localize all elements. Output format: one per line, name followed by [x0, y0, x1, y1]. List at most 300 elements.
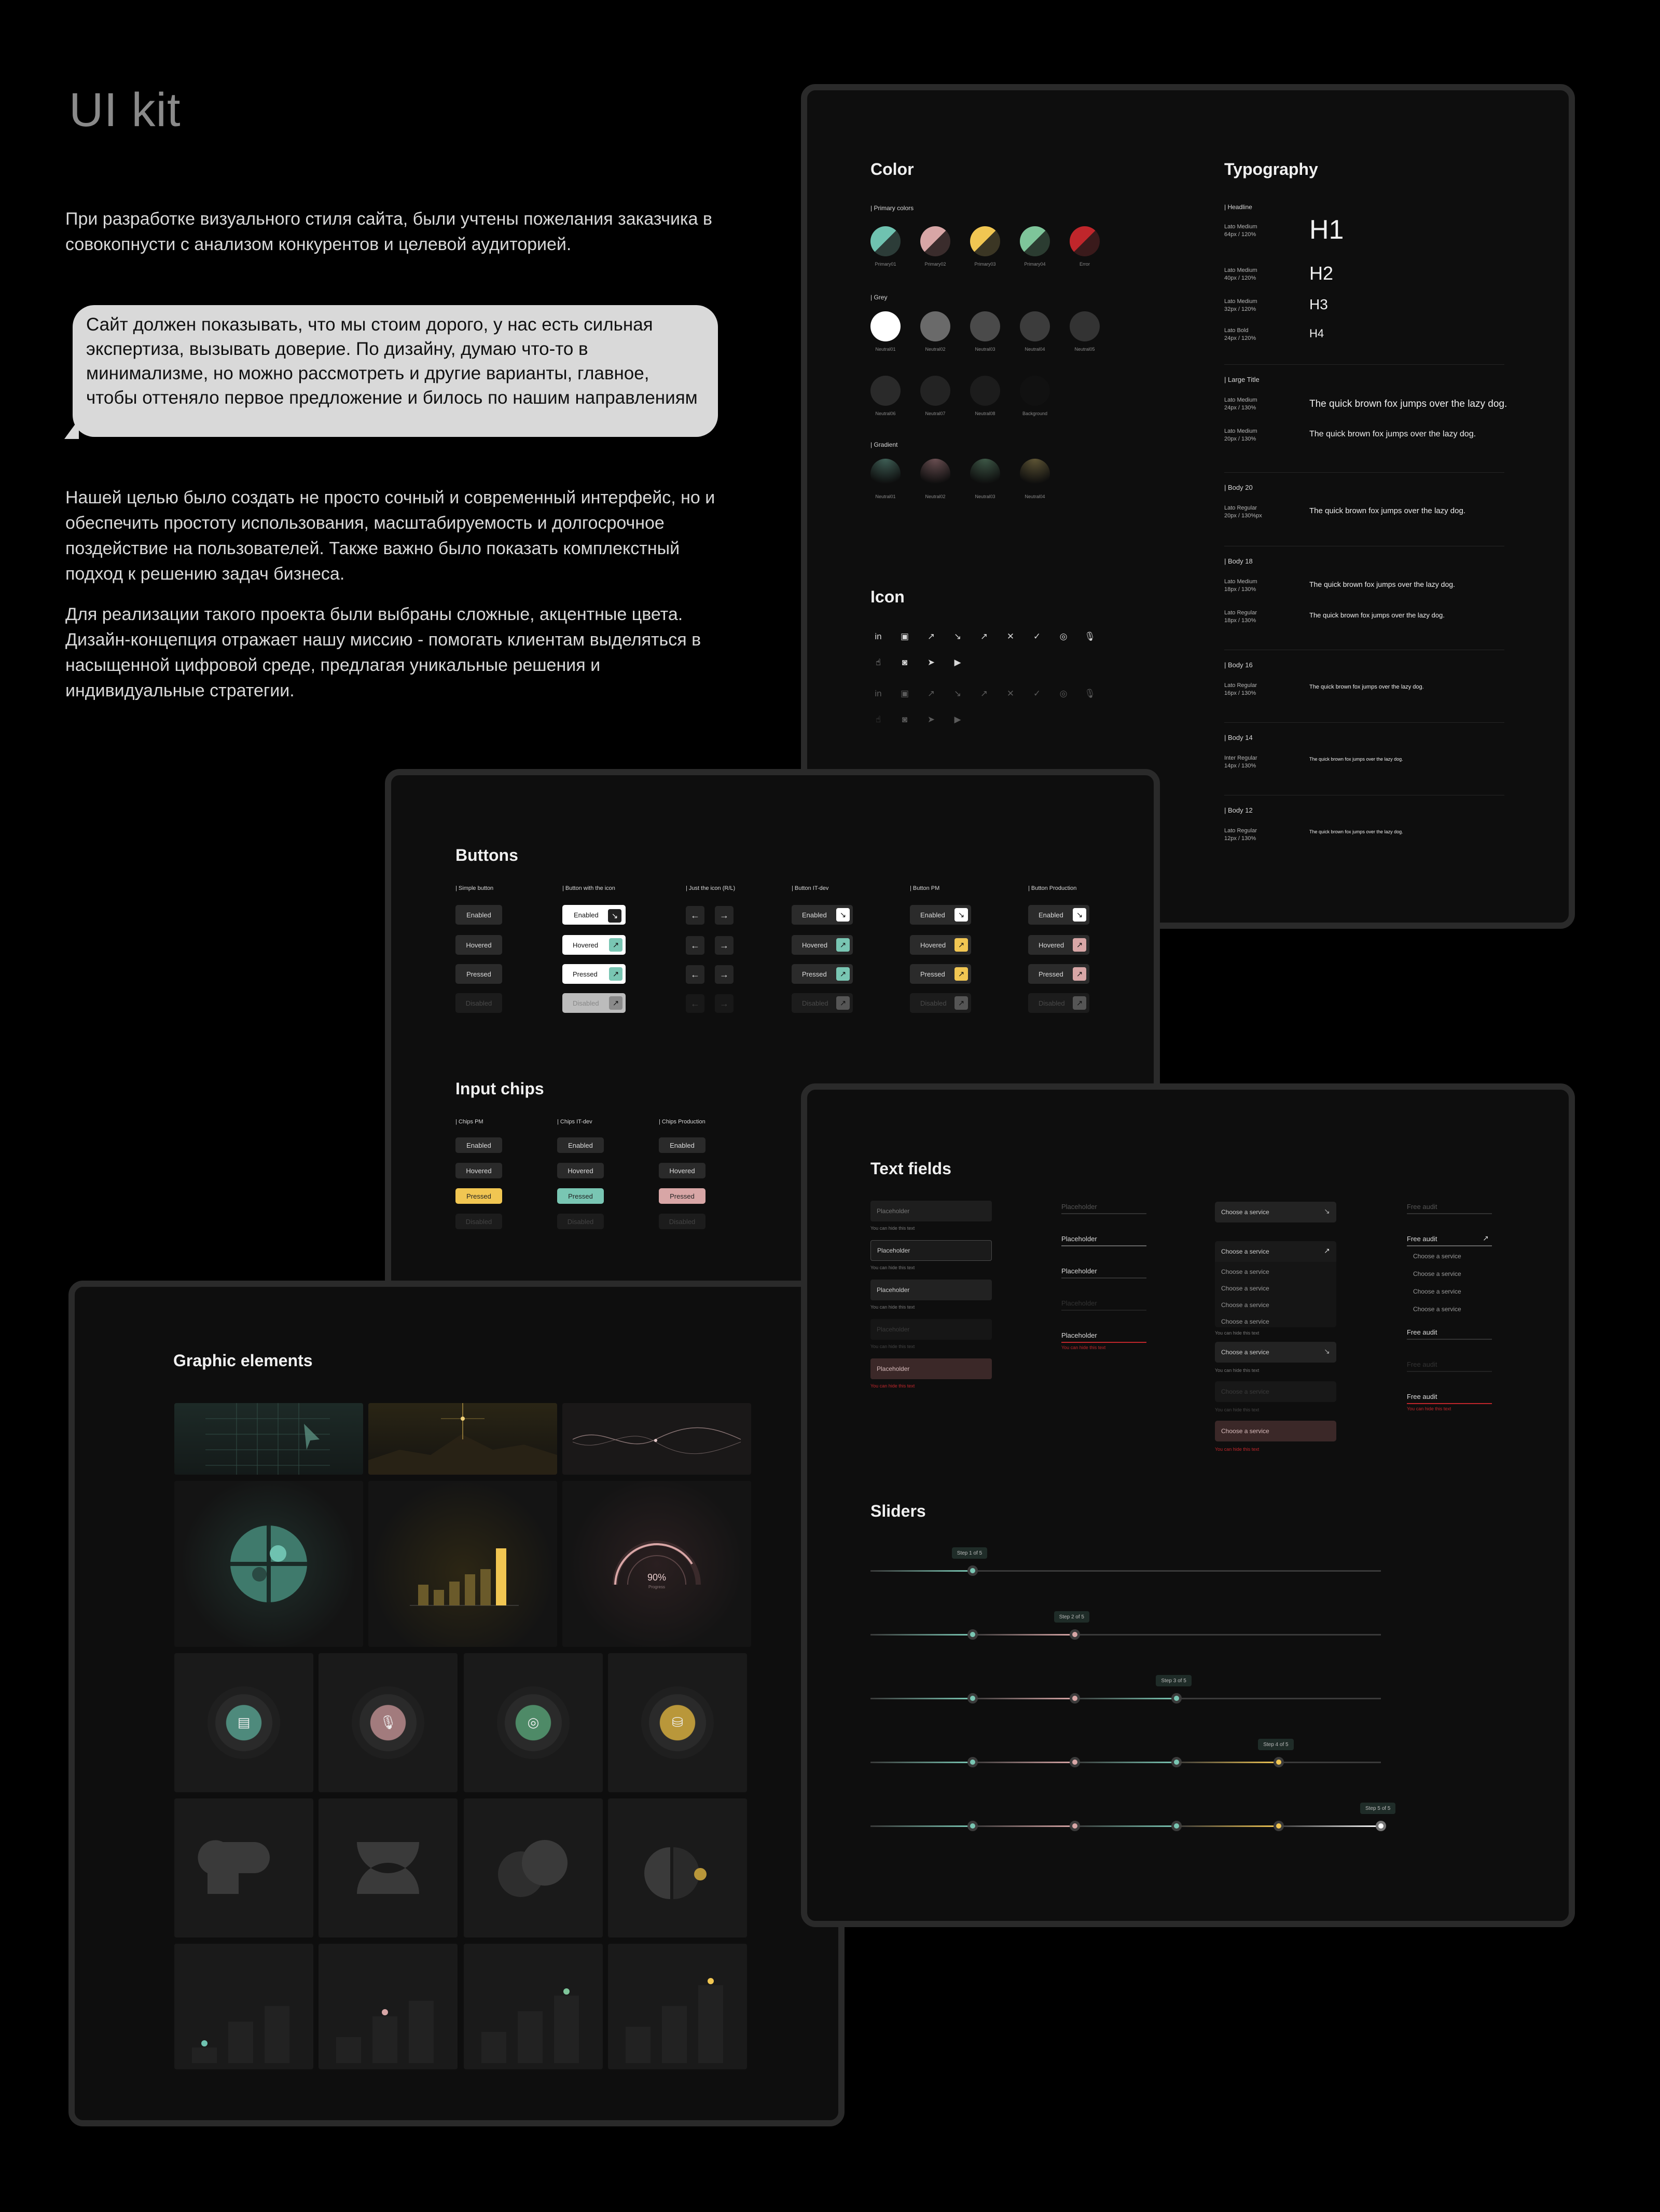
chip-pressed[interactable]: Pressed: [659, 1188, 706, 1204]
arrow-down-right-icon: ↘: [953, 689, 962, 698]
gradient-swatch-label: Neutral01: [875, 494, 896, 499]
slider-fill: [1075, 1825, 1177, 1827]
decorative-bar: [496, 1548, 506, 1605]
chip-column-label: | Chips Production: [659, 1119, 706, 1125]
graphic-elements-title: Graphic elements: [173, 1351, 313, 1370]
gradient-swatch-label: Neutral03: [975, 494, 995, 499]
spark-graphic: [368, 1403, 557, 1475]
text-field-focused[interactable]: Placeholder: [870, 1240, 992, 1261]
column-tile: [608, 1944, 747, 2069]
chip-disabled[interactable]: Disabled: [659, 1214, 706, 1229]
column-dot: [201, 2040, 208, 2046]
column-bar: [518, 2011, 543, 2063]
prod-button-enabled[interactable]: Enabled ↘: [1028, 905, 1089, 925]
slider-knob[interactable]: [1376, 1821, 1386, 1831]
mic-icon: 🎙: [1084, 689, 1096, 698]
typography-meta: 12px / 130%: [1224, 835, 1256, 842]
it-button-disabled[interactable]: Disabled ↗: [792, 993, 853, 1013]
typography-title: Typography: [1224, 160, 1318, 178]
gradient-label: | Gradient: [870, 441, 898, 448]
color-swatch-label: Primary03: [974, 262, 996, 267]
icon-title: Icon: [870, 587, 905, 606]
shape-tile: [464, 1798, 603, 1938]
slider-fill: [973, 1698, 1075, 1699]
chip-hovered[interactable]: Hovered: [557, 1163, 604, 1178]
arrow-down-right-icon: ↘: [836, 908, 850, 922]
slider-fill: [973, 1634, 1075, 1636]
gauge-percent: 90%: [647, 1572, 667, 1583]
intro-paragraph: При разработке визуального стиля сайта, были учтены пожелания заказчика в совокопнусти с анализом конкурентов и целевой аудиторией.: [65, 209, 712, 254]
linkedin-icon: in: [875, 689, 882, 698]
arrow-up-right-icon: ↗: [955, 996, 968, 1010]
spark-graphic-tile: [368, 1403, 557, 1475]
dropdown-enabled[interactable]: Choose a service: [1215, 1202, 1336, 1222]
text-field-disabled[interactable]: Placeholder: [870, 1319, 992, 1340]
typography-group-label: | Large Title: [1224, 376, 1260, 383]
abstract-shape: [608, 1798, 747, 1938]
mic-icon: 🎙: [379, 1714, 397, 1730]
dropdown-option[interactable]: Choose a service: [1221, 1268, 1269, 1275]
slider-knob[interactable]: [967, 1565, 978, 1576]
grey-swatch-label: Neutral06: [875, 411, 896, 416]
bar-chart-graphic: [368, 1481, 557, 1647]
arrow-up-right-icon: ↗: [836, 996, 850, 1010]
decorative-bar: [480, 1569, 491, 1605]
arrow-down-right-icon: ↘: [953, 631, 962, 641]
slider-fill: [1279, 1825, 1381, 1827]
chip-pressed[interactable]: Pressed: [557, 1188, 604, 1204]
button-column-label: | Button PM: [910, 885, 940, 891]
column-graphic: [464, 1944, 603, 2069]
arrow-up-right-icon: ↗: [955, 938, 968, 952]
typography-meta: Lato Regular: [1224, 505, 1257, 511]
hand-icon: ☝: [875, 715, 881, 724]
underline: [1407, 1245, 1492, 1246]
typography-sample: The quick brown fox jumps over the lazy dog.: [1309, 580, 1455, 588]
headline-meta: 64px / 120%: [1224, 231, 1256, 238]
typography-meta: 24px / 130%: [1224, 405, 1256, 411]
arrow-down-right-icon: ↘: [1324, 1207, 1330, 1215]
underline: [1061, 1277, 1146, 1279]
help-text: You can hide this text: [1215, 1407, 1260, 1412]
prod-button-disabled[interactable]: Disabled ↗: [1028, 993, 1089, 1013]
slider-fill: [973, 1762, 1075, 1763]
client-quote-bubble: Сайт должен показывать, что мы стоим дорого, у нас есть сильная экспертиза, вызывать доверие. По дизайну, думаю что-то в минимализме, но можно рассмотреть и другие варианты, главное, чтобы оттеняло первое предложение и билось по нашим направлениям: [73, 305, 718, 437]
arrow-left-icon[interactable]: ←: [686, 994, 704, 1013]
text-field-filled[interactable]: Placeholder: [870, 1280, 992, 1300]
underline-field-error[interactable]: Placeholder: [1061, 1331, 1097, 1339]
typography-separator: [1224, 364, 1504, 365]
icon-button-pressed[interactable]: Pressed ↗: [562, 964, 626, 984]
gradient-swatch: [970, 459, 1000, 489]
underline: [1407, 1403, 1492, 1404]
arrow-left-icon[interactable]: ←: [686, 906, 704, 925]
typography-meta: Lato Regular: [1224, 828, 1257, 834]
typography-sample: The quick brown fox jumps over the lazy dog.: [1309, 430, 1476, 438]
arrow-right-icon[interactable]: →: [715, 965, 734, 984]
arrow-left-icon[interactable]: ←: [686, 965, 704, 984]
typography-meta: Lato Regular: [1224, 682, 1257, 689]
arrow-up-right-icon: ↗: [980, 689, 988, 698]
icon-button-disabled[interactable]: Disabled ↗: [562, 993, 626, 1013]
gradient-swatch: [1020, 459, 1050, 489]
arrow-down-right-icon: ↘: [608, 909, 621, 923]
headline-sample: H2: [1309, 263, 1334, 284]
color-swatch-label: Primary02: [924, 262, 946, 267]
grey-swatch-label: Neutral07: [925, 411, 946, 416]
it-button-pressed[interactable]: Pressed ↗: [792, 964, 853, 984]
color-swatch: [870, 226, 901, 256]
headline-meta: Lato Medium: [1224, 224, 1257, 230]
chip-enabled[interactable]: Enabled: [659, 1137, 706, 1153]
arrow-up-right-icon: ↗: [836, 938, 850, 952]
error-text: You can hide this text: [1061, 1345, 1106, 1350]
shape-tile: [608, 1798, 747, 1938]
slider-fill: [1075, 1762, 1177, 1763]
telegram-icon: ➤: [927, 715, 935, 724]
typography-meta: Lato Medium: [1224, 397, 1257, 403]
goal-paragraph: Нашей целью было создать не просто сочный и современный интерфейс, но и обеспечить простоту использования, масштабируемость и долгосрочное поздействие на пользователей. Также важно было показать комплекстный подход к решению задач бизнеса.: [65, 488, 715, 584]
arrow-up-right-icon: ↗: [1073, 996, 1086, 1010]
grey-swatch-label: Neutral01: [875, 347, 896, 352]
audit-field-disabled[interactable]: Free audit: [1407, 1361, 1437, 1368]
shape-tile: [319, 1798, 458, 1938]
column-bar: [265, 2006, 289, 2063]
underline: [1407, 1371, 1492, 1372]
grey-swatch-label: Neutral04: [1025, 347, 1045, 352]
globe-icon: ◎: [527, 1714, 540, 1730]
chat-icon: ▣: [900, 689, 909, 698]
chips-title: Input chips: [455, 1079, 544, 1098]
column-graphic: [174, 1944, 313, 2069]
dropdown-option[interactable]: Choose a service: [1221, 1318, 1269, 1325]
slider-knob[interactable]: [1070, 1629, 1080, 1640]
headline-sample: H4: [1309, 327, 1324, 340]
typography-meta: Lato Medium: [1224, 579, 1257, 585]
chip-column-label: | Chips PM: [455, 1119, 483, 1125]
grey-swatch: [1070, 311, 1100, 341]
it-button-enabled[interactable]: Enabled ↘: [792, 905, 853, 925]
ring-tile: [608, 1653, 747, 1792]
color-swatch: [970, 226, 1000, 256]
typography-separator: [1224, 722, 1504, 723]
arrow-up-right-icon: ↗: [1324, 1246, 1330, 1255]
text-field-enabled[interactable]: Placeholder: [870, 1201, 992, 1221]
typography-meta: Lato Regular: [1224, 610, 1257, 616]
sliders-title: Sliders: [870, 1502, 926, 1520]
typography-group-label: | Body 14: [1224, 734, 1253, 741]
arrow-right-icon[interactable]: →: [715, 906, 734, 925]
arrow-down-right-icon: ↘: [1073, 908, 1086, 922]
underline: [1407, 1339, 1492, 1340]
typography-group-label: | Body 12: [1224, 806, 1253, 814]
column-tile: [319, 1944, 458, 2069]
headline-meta: Lato Bold: [1224, 327, 1249, 334]
column-graphic: [319, 1944, 458, 2069]
help-text: You can hide this text: [870, 1304, 915, 1310]
typography-sample: The quick brown fox jumps over the lazy dog.: [1309, 611, 1445, 619]
gauge-label: Progress: [648, 1585, 665, 1589]
column-tile: [174, 1944, 313, 2069]
help-text: You can hide this text: [1215, 1330, 1260, 1336]
underline-field-focused[interactable]: Placeholder: [1061, 1235, 1097, 1243]
icon-button-enabled[interactable]: Enabled ↘: [562, 905, 626, 925]
grey-swatch-label: Neutral02: [925, 347, 946, 352]
gradient-swatch-label: Neutral02: [925, 494, 946, 499]
decorative-bar: [434, 1590, 444, 1605]
grid-graphic-tile: [174, 1403, 363, 1475]
text-fields-title: Text fields: [870, 1159, 951, 1178]
ring-tile: [464, 1653, 603, 1792]
slider-step-badge: Step 4 of 5: [1258, 1739, 1293, 1750]
audit-option[interactable]: Choose a service: [1413, 1270, 1461, 1277]
pm-button-pressed[interactable]: Pressed ↗: [910, 964, 971, 984]
column-graphic: [608, 1944, 747, 2069]
dropdown-filled[interactable]: Choose a service: [1215, 1342, 1336, 1363]
audit-option[interactable]: Choose a service: [1413, 1288, 1461, 1295]
bar-chart-tile: [368, 1481, 557, 1647]
grey-swatch-label: Neutral05: [1074, 347, 1095, 352]
underline: [1061, 1245, 1146, 1246]
slider-fill: [870, 1634, 973, 1636]
wave-graphic-tile: [562, 1403, 751, 1475]
column-bar: [336, 2037, 361, 2063]
youtube-icon: ▶: [954, 657, 961, 667]
chip-column-label: | Chips IT-dev: [557, 1119, 592, 1125]
abstract-shape: [464, 1798, 603, 1938]
typography-meta: 14px / 130%: [1224, 763, 1256, 769]
arrow-up-right-icon: ↗: [609, 996, 622, 1010]
typography-meta: Lato Medium: [1224, 428, 1257, 434]
dropdown-option[interactable]: Choose a service: [1221, 1301, 1269, 1309]
page-title: UI kit: [69, 84, 181, 136]
typography-group-label: | Body 16: [1224, 661, 1253, 669]
column-dot: [382, 2009, 388, 2015]
text-field-error[interactable]: Placeholder: [870, 1358, 992, 1379]
chip-pressed[interactable]: Pressed: [455, 1188, 502, 1204]
typography-meta: 18px / 130%: [1224, 586, 1256, 593]
check-icon: ✓: [1033, 689, 1041, 698]
prod-button-pressed[interactable]: Pressed ↗: [1028, 964, 1089, 984]
chat-icon: ▣: [900, 631, 909, 641]
color-swatch-label: Primary01: [875, 262, 896, 267]
chip-enabled[interactable]: Enabled: [557, 1137, 604, 1153]
column-dot: [708, 1978, 714, 1984]
grey-swatch-label: Background: [1022, 411, 1048, 416]
puzzle-graphic: [174, 1481, 363, 1647]
underline-field-disabled[interactable]: Placeholder: [1061, 1299, 1097, 1307]
column-bar: [554, 1996, 579, 2063]
dropdown-option[interactable]: Choose a service: [1221, 1285, 1269, 1292]
gauge-tile: [562, 1481, 751, 1647]
help-text: You can hide this text: [1215, 1368, 1260, 1373]
underline: [1407, 1213, 1492, 1214]
gradient-swatch-label: Neutral04: [1025, 494, 1045, 499]
mic-icon: 🎙: [1084, 631, 1096, 641]
check-icon: ✓: [1033, 631, 1041, 641]
slider-step-badge: Step 1 of 5: [952, 1547, 987, 1559]
column-bar: [662, 2006, 687, 2063]
typography-meta: 16px / 130%: [1224, 690, 1256, 696]
slider-knob[interactable]: [1274, 1757, 1284, 1767]
typography-meta: 18px / 130%: [1224, 617, 1256, 624]
gradient-swatch: [870, 459, 901, 489]
stack-icon: ▤: [237, 1714, 251, 1730]
instagram-icon: ◙: [902, 715, 908, 724]
color-swatch-label: Primary04: [1024, 262, 1046, 267]
button-column-label: | Button with the icon: [562, 885, 615, 891]
headline-meta: Lato Medium: [1224, 298, 1257, 305]
grey-label: | Grey: [870, 294, 888, 301]
audit-field-filled[interactable]: Free audit: [1407, 1328, 1437, 1336]
decorative-bar: [449, 1582, 460, 1605]
underline-field-enabled[interactable]: Placeholder: [1061, 1203, 1097, 1211]
gauge-graphic: [562, 1481, 751, 1647]
abstract-shape: [319, 1798, 458, 1938]
concept-paragraph: Для реализации такого проекта были выбраны сложные, акцентные цвета. Дизайн-концепция отражает нашу миссию - помогать клиентам выделяться в насыщенной цифровой среде, предлагая уникальные решения и индивидуальные стратегии.: [65, 604, 701, 700]
chip-disabled[interactable]: Disabled: [455, 1214, 502, 1229]
dropdown-open[interactable]: Choose a service: [1215, 1241, 1336, 1262]
slider-fill: [1075, 1698, 1177, 1699]
typography-sample: The quick brown fox jumps over the lazy dog.: [1309, 829, 1403, 834]
slider-fill: [870, 1825, 973, 1827]
underline: [1061, 1213, 1146, 1214]
linkedin-icon: in: [875, 631, 882, 641]
audit-field-error[interactable]: Free audit: [1407, 1393, 1437, 1400]
arrow-up-right-icon: ↗: [1073, 967, 1086, 981]
simple-button-disabled[interactable]: Disabled: [455, 993, 502, 1013]
typography-sample: The quick brown fox jumps over the lazy dog.: [1309, 506, 1465, 515]
arrow-right-icon[interactable]: →: [715, 994, 734, 1013]
graphic-elements-panel: [68, 1281, 845, 2126]
audit-option[interactable]: Choose a service: [1413, 1306, 1461, 1313]
help-text: You can hide this text: [870, 1265, 915, 1270]
typography-meta: 20px / 130%: [1224, 436, 1256, 442]
buttons-title: Buttons: [455, 846, 518, 864]
error-text: You can hide this text: [1407, 1406, 1451, 1411]
color-title: Color: [870, 160, 914, 178]
decorative-bar: [465, 1574, 475, 1605]
dropdown-disabled[interactable]: Choose a service: [1215, 1381, 1336, 1402]
help-text: You can hide this text: [870, 1344, 915, 1349]
decorative-bar: [418, 1585, 428, 1605]
simple-button-hovered[interactable]: Hovered: [455, 935, 502, 955]
underline-field-filled[interactable]: Placeholder: [1061, 1267, 1097, 1275]
arrow-down-right-icon: ↘: [1324, 1347, 1330, 1355]
error-text: You can hide this text: [1215, 1447, 1260, 1452]
puzzle-graphic-tile: [174, 1481, 363, 1647]
grey-swatch-label: Neutral08: [975, 411, 995, 416]
slider-fill: [870, 1762, 973, 1763]
typography-group-label: | Body 18: [1224, 557, 1253, 565]
telegram-icon: ➤: [927, 657, 935, 667]
arrow-left-icon[interactable]: ←: [686, 936, 704, 955]
bubble-tail: [64, 419, 79, 439]
trending-icon: ↗: [927, 631, 935, 641]
arrow-up-right-icon: ↗: [955, 967, 968, 981]
column-bar: [481, 2032, 506, 2063]
primary-colors-label: | Primary colors: [870, 204, 914, 212]
gradient-swatch: [920, 459, 950, 489]
slider-fill: [870, 1698, 973, 1699]
typography-sample: The quick brown fox jumps over the lazy dog.: [1309, 757, 1403, 762]
hand-icon: ☝: [875, 657, 881, 667]
color-swatch: [920, 226, 950, 256]
typography-sample: The quick brown fox jumps over the lazy dog.: [1309, 399, 1507, 409]
slider-fill: [1177, 1825, 1279, 1827]
grey-swatch-label: Neutral03: [975, 347, 995, 352]
chip-enabled[interactable]: Enabled: [455, 1137, 502, 1153]
pm-button-disabled[interactable]: Disabled ↗: [910, 993, 971, 1013]
slider-knob[interactable]: [1171, 1693, 1182, 1703]
arrow-up-right-icon: ↗: [980, 631, 988, 641]
headline-meta: 32px / 120%: [1224, 306, 1256, 312]
prod-button-hovered[interactable]: Hovered ↗: [1028, 935, 1089, 955]
grey-swatch: [970, 376, 1000, 406]
youtube-icon: ▶: [954, 715, 961, 724]
arrow-up-right-icon: ↗: [1483, 1234, 1489, 1242]
arrow-up-right-icon: ↗: [836, 967, 850, 981]
fields-panel: [801, 1083, 1575, 1927]
arrow-up-right-icon: ↗: [1073, 938, 1086, 952]
grey-swatch: [1020, 376, 1050, 406]
typography-meta: Inter Regular: [1224, 755, 1257, 761]
button-column-label: | Button Production: [1028, 885, 1077, 891]
simple-button-enabled[interactable]: Enabled: [455, 905, 502, 925]
typography-group-label: | Body 20: [1224, 484, 1253, 491]
column-bar: [698, 1985, 723, 2063]
slider-step-badge: Step 2 of 5: [1054, 1611, 1089, 1623]
column-bar: [409, 2001, 434, 2063]
arrow-right-icon[interactable]: →: [715, 936, 734, 955]
slider-fill: [1177, 1762, 1279, 1763]
button-column-label: | Just the icon (R/L): [686, 885, 736, 891]
audit-field-open[interactable]: Free audit: [1407, 1235, 1437, 1243]
column-tile: [464, 1944, 603, 2069]
grid-graphic: [174, 1403, 363, 1475]
it-button-hovered[interactable]: Hovered ↗: [792, 935, 853, 955]
pm-button-hovered[interactable]: Hovered ↗: [910, 935, 971, 955]
error-text: You can hide this text: [870, 1383, 915, 1389]
underline: [1061, 1310, 1146, 1311]
chip-hovered[interactable]: Hovered: [455, 1163, 502, 1178]
arrow-down-right-icon: ↘: [955, 908, 968, 922]
chip-disabled[interactable]: Disabled: [557, 1214, 604, 1229]
shape-tile: [174, 1798, 313, 1938]
chip-hovered[interactable]: Hovered: [659, 1163, 706, 1178]
headline-sample: H3: [1309, 296, 1328, 312]
arrow-up-right-icon: ↗: [609, 967, 622, 981]
dropdown-error[interactable]: Choose a service: [1215, 1421, 1336, 1441]
simple-button-pressed[interactable]: Pressed: [455, 964, 502, 984]
audit-field-enabled[interactable]: Free audit: [1407, 1203, 1437, 1211]
globe-icon: ◎: [1059, 631, 1068, 641]
globe-icon: ◎: [1059, 689, 1068, 698]
color-swatch: [1020, 226, 1050, 256]
headline-sample: H1: [1309, 215, 1344, 245]
coins-icon: ⛁: [672, 1714, 683, 1730]
button-column-label: | Simple button: [455, 885, 494, 891]
audit-option[interactable]: Choose a service: [1413, 1253, 1461, 1260]
column-dot: [563, 1988, 570, 1995]
help-text: You can hide this text: [870, 1226, 915, 1231]
icon-button-hovered[interactable]: Hovered ↗: [562, 935, 626, 955]
close-icon: ✕: [1006, 631, 1015, 641]
headline-meta: 24px / 120%: [1224, 335, 1256, 341]
color-swatch-label: Error: [1080, 262, 1090, 267]
pm-button-enabled[interactable]: Enabled ↘: [910, 905, 971, 925]
color-swatch: [1070, 226, 1100, 256]
